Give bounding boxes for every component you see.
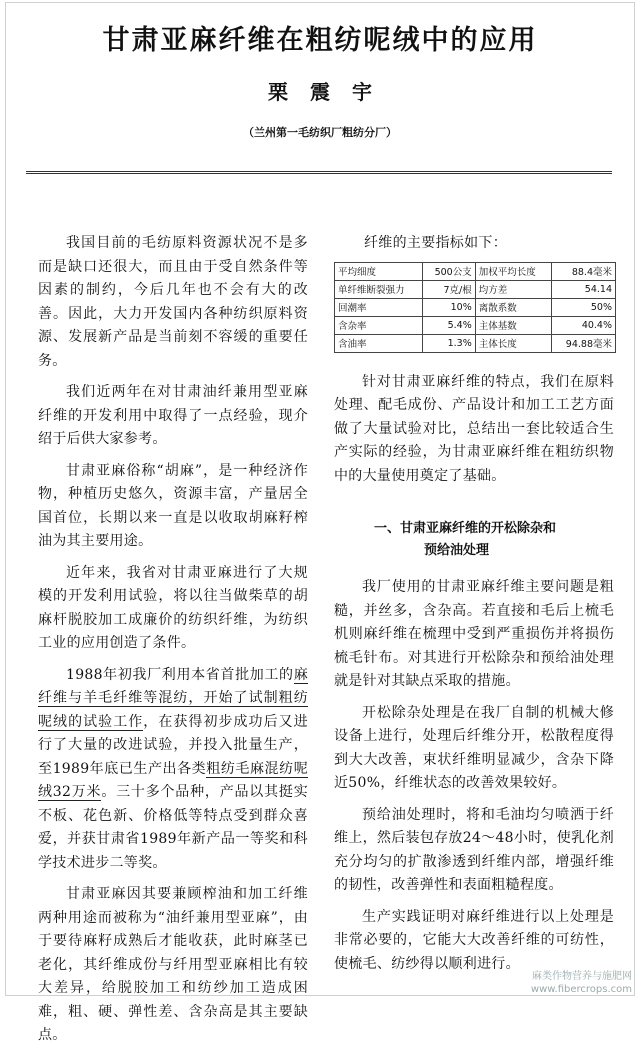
section-heading bbox=[334, 518, 614, 562]
table-cell: 500公支 bbox=[422, 262, 475, 280]
table-row bbox=[335, 334, 616, 352]
underlined-text: 粗纺毛麻混纺呢绒32万米 bbox=[38, 760, 308, 800]
paragraph: 预给油处理时，将和毛油均匀喷洒于纤维上，然后装包存放24～48小时，使乳化剂充分均匀的扩散渗透到纤维内部，增强纤维的韧性，改善弹性和表面粗糙程度。 bbox=[334, 806, 614, 893]
text-span: 。三十多个品种，产品以其挺实不板、花色新、价格低等特点受到群众喜爱，并获甘肃省1989年新产品一等奖和科学技术进步二等奖。 bbox=[38, 784, 308, 871]
paragraph: 我厂使用的甘肃亚麻纤维主要问题是粗糙，并丝多，含杂高。若直接和毛后上梳毛机则麻纤维在梳理中受到严重损伤并将损伤梳毛针布。对其进行开松除杂和预给油处理就是针对其缺点采取的措施。 bbox=[334, 579, 614, 689]
table-cell: 5.4% bbox=[422, 316, 475, 334]
table-cell: 含油率 bbox=[335, 334, 423, 352]
table-cell: 加权平均长度 bbox=[475, 262, 552, 280]
table-row bbox=[335, 262, 616, 280]
table-cell: 10% bbox=[422, 298, 475, 316]
table-cell: 94.88毫米 bbox=[552, 334, 616, 352]
table-cell: 平均细度 bbox=[335, 262, 423, 280]
paragraph: 甘肃亚麻因其要兼顾榨油和加工纤维两种用途而被称为“油纤兼用型亚麻”，由于要待麻籽成熟后才能收获，此时麻茎已老化，其纤维成份与纤用型亚麻相比有较大差异，给脱胶加工和纺纱加工造成困难，粗、硬、弹性差、含杂高是其主要缺点。 bbox=[38, 886, 308, 1043]
paragraph: 针对甘肃亚麻纤维的特点，我们在原料处理、配毛成份、产品设计和加工工艺方面做了大量试验对比，总结出一套比较适合生产实际的经验，为甘肃亚麻纤维在粗纺织物中的大量使用奠定了基础。 bbox=[334, 373, 614, 484]
text-span: 1988年初我厂利用本省首批加工的 bbox=[66, 666, 294, 683]
table-cell: 54.14 bbox=[552, 280, 616, 298]
paragraph: 生产实践证明对麻纤维进行以上处理是非常必要的，它能大大改善纤维的可纺性，使梳毛、纺纱得以顺利进行。 bbox=[334, 908, 614, 972]
paragraph: 甘肃亚麻俗称“胡麻”，是一种经济作物，种植历史悠久，资源丰富，产量居全国首位，长期以来一直是以收取胡麻籽榨油为其主要用途。 bbox=[38, 462, 308, 549]
underlined-text: 麻纤维与羊毛纤维等混纺，开始了试制粗纺呢绒的试验工作 bbox=[38, 666, 308, 730]
section-heading-line: 一、甘肃亚麻纤维的开松除杂和 bbox=[374, 521, 557, 536]
table-cell: 离散系数 bbox=[475, 298, 552, 316]
article-title: 甘肃亚麻纤维在粗纺呢绒中的应用 bbox=[102, 25, 538, 56]
table-cell: 1.3% bbox=[422, 334, 475, 352]
section-heading-line: 预给油处理 bbox=[424, 543, 490, 558]
table-cell: 主体长度 bbox=[475, 334, 552, 352]
table-cell: 40.4% bbox=[552, 316, 616, 334]
table-cell: 7克/根 bbox=[422, 280, 475, 298]
paragraph: 我们近两年在对甘肃油纤兼用型亚麻纤维的开发利用中取得了一点经验，现介绍于后供大家参考。 bbox=[38, 384, 308, 447]
table-cell: 主体基数 bbox=[475, 316, 552, 334]
watermark bbox=[531, 970, 632, 996]
paragraph: 近年来，我省对甘肃亚麻进行了大规模的开发利用试验，将以往当做柴草的胡麻杆脱胶加工成廉价的纺织纤维，为纺织工业的应用创造了条件。 bbox=[38, 564, 308, 651]
table-cell: 单纤维断裂强力 bbox=[335, 280, 423, 298]
paragraph: 我国目前的毛纺原料资源状况不是多而是缺口还很大，而且由于受自然条件等因素的制约，今后几年也不会有大的改善。因此，大力开发国内各种纺织原料资源、发展新产品是当前刻不容缓的重要任务。 bbox=[38, 235, 308, 369]
header-rule bbox=[26, 171, 612, 174]
table-cell: 均方差 bbox=[475, 280, 552, 298]
table-row bbox=[335, 298, 616, 316]
paragraph-1988 bbox=[38, 664, 308, 876]
author-affiliation: （兰州第一毛纺织厂粗纺分厂） bbox=[243, 126, 397, 139]
paragraph: 开松除杂处理是在我厂自制的机械大修设备上进行，处理后纤维分开，松散程度得到大大改善，束状纤维明显减少，含杂下降近50%，纤维状态的改善效果较好。 bbox=[334, 704, 614, 791]
fiber-indicator-table bbox=[334, 262, 616, 353]
table-cell: 回潮率 bbox=[335, 298, 423, 316]
watermark-line: 麻类作物营养与施肥网 bbox=[532, 971, 632, 982]
right-column bbox=[334, 232, 614, 976]
table-row bbox=[335, 316, 616, 334]
table-cell: 88.4毫米 bbox=[552, 262, 616, 280]
text-span: ，在获得初步成功后又进行了大量的改进试验，并投入批量生产，至1989年底已生产出各类 bbox=[38, 713, 308, 777]
left-column bbox=[38, 232, 308, 1048]
table-intro: 纤维的主要指标如下： bbox=[364, 235, 507, 251]
table-cell: 50% bbox=[552, 298, 616, 316]
author-name: 栗震宇 bbox=[268, 80, 394, 104]
table-cell: 含杂率 bbox=[335, 316, 423, 334]
table-row bbox=[335, 280, 616, 298]
watermark-line: www.fibercrops.com bbox=[530, 984, 632, 995]
